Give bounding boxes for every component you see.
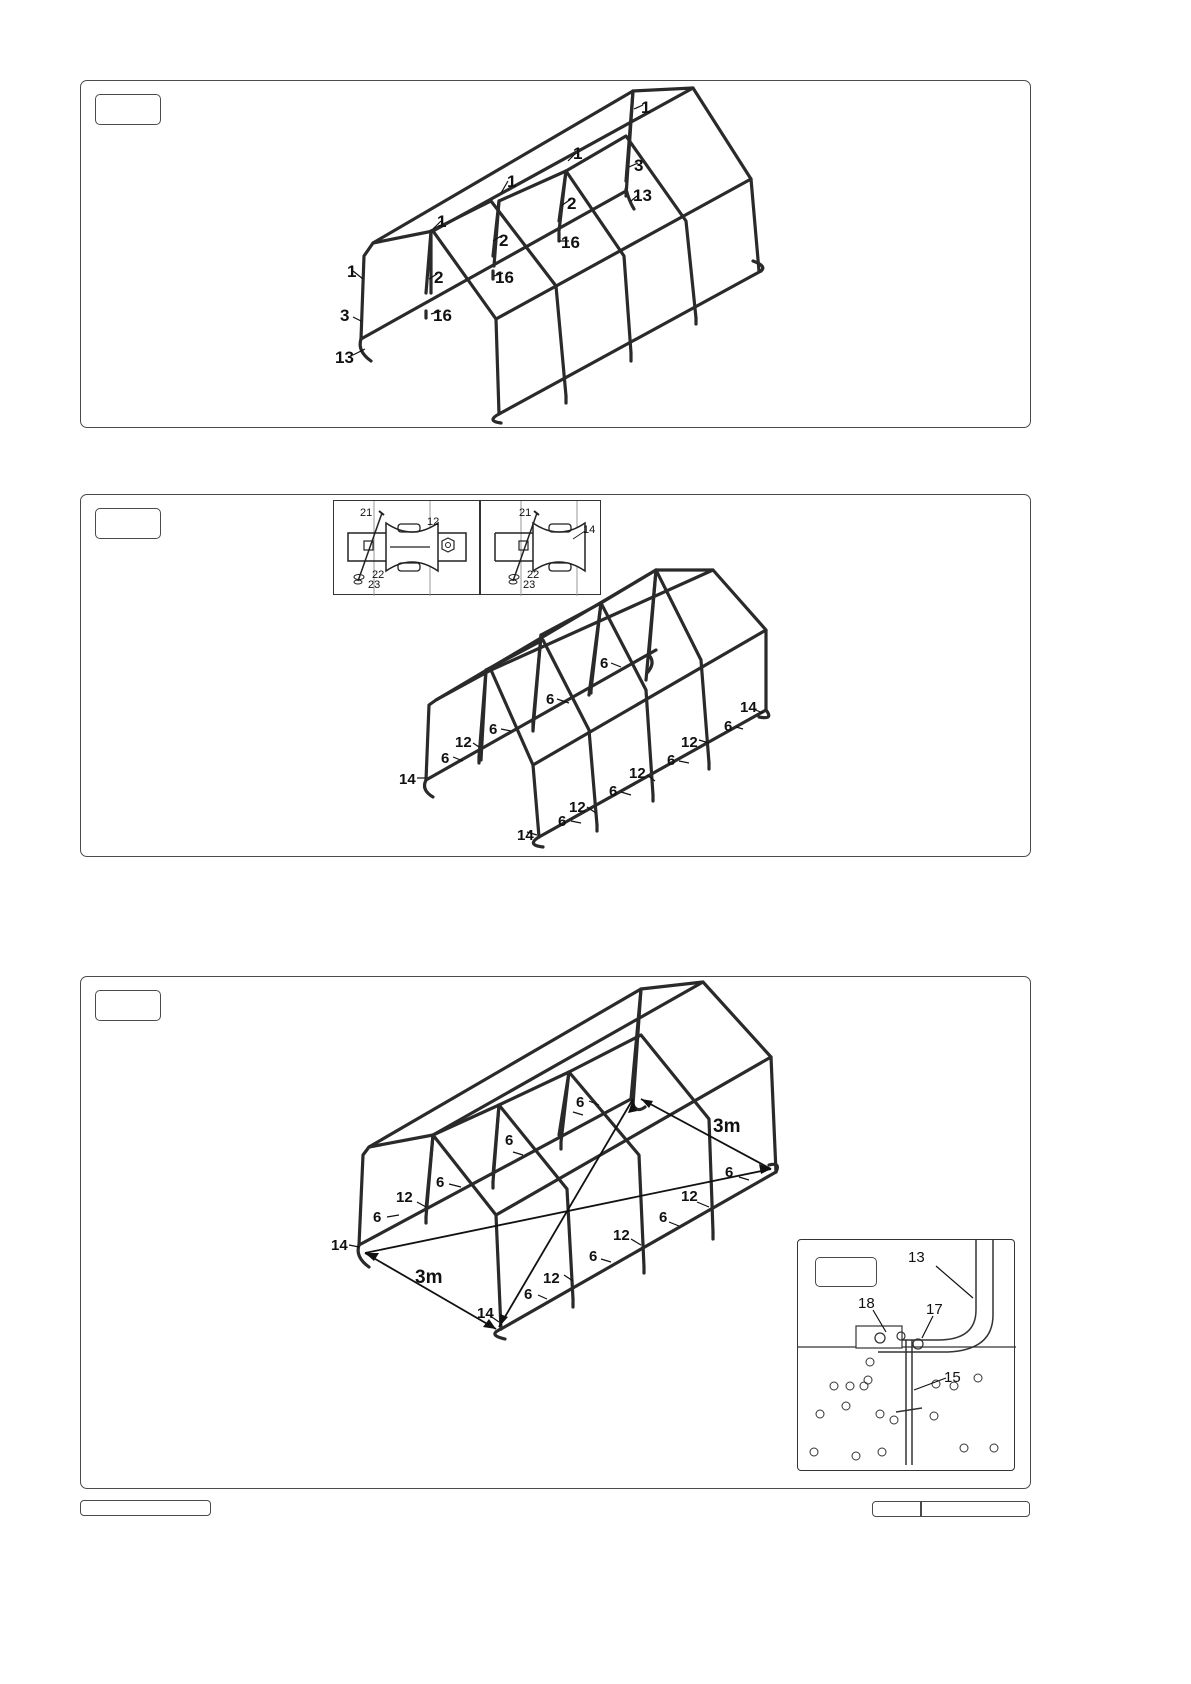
diagonal-distance-label: 3m (415, 1267, 443, 1288)
part-label: 12 (455, 734, 472, 751)
ground-anchor-detail (797, 1239, 1015, 1471)
part-label: 12 (543, 1270, 560, 1287)
footer-left-box (80, 1500, 211, 1516)
part-label: 6 (489, 721, 498, 738)
part-label: 14 (583, 524, 596, 536)
figure-number-box (95, 508, 161, 539)
part-label: 16 (433, 306, 452, 325)
part-label: 12 (681, 734, 698, 751)
diagonal-distance-label: 3m (713, 1116, 741, 1137)
figure-1-panel (80, 80, 1031, 428)
part-label: 3 (340, 306, 350, 325)
figure-2-part-labels (399, 655, 757, 844)
part-label: 6 (558, 813, 567, 830)
part-label: 1 (437, 212, 447, 231)
part-label: 12 (427, 516, 440, 528)
part-label: 6 (576, 1094, 585, 1111)
part-label: 6 (441, 750, 450, 767)
part-label: 6 (546, 691, 555, 708)
figure-2-leaders (417, 663, 763, 835)
part-label: 18 (858, 1295, 875, 1312)
part-label: 22 (527, 569, 540, 581)
connector-14-detail (481, 501, 602, 596)
footer-divider (920, 1502, 922, 1516)
part-label: 1 (573, 144, 583, 163)
connector-detail-inset-left (333, 500, 480, 595)
frame-structure (425, 570, 769, 847)
part-label: 12 (613, 1227, 630, 1244)
part-label: 13 (908, 1249, 925, 1266)
connector-detail-inset-right (480, 500, 601, 595)
part-label: 6 (600, 655, 609, 672)
part-label: 1 (641, 98, 651, 117)
footer-right-box (872, 1501, 1030, 1517)
figure-2-panel (80, 494, 1031, 857)
part-label: 6 (609, 783, 618, 800)
part-label: 16 (495, 268, 514, 287)
frame-assembly-drawing-1 (81, 81, 1032, 429)
part-label: 6 (505, 1132, 514, 1149)
part-label: 2 (499, 231, 509, 250)
part-label: 6 (373, 1209, 382, 1226)
part-label: 23 (523, 579, 536, 591)
part-label: 12 (569, 799, 586, 816)
part-label: 13 (633, 186, 652, 205)
part-label: 12 (629, 765, 646, 782)
part-label: 13 (335, 348, 354, 367)
part-label: 3 (634, 156, 644, 175)
anchor-stake-drawing (798, 1240, 1016, 1472)
part-label: 14 (517, 827, 534, 844)
part-label: 6 (659, 1209, 668, 1226)
part-label: 2 (567, 194, 577, 213)
connector-12-detail (334, 501, 481, 596)
figure-3-leaders (349, 1101, 749, 1322)
part-label: 16 (561, 233, 580, 252)
frame-structure (360, 88, 763, 423)
part-label: 22 (372, 569, 385, 581)
part-label: 23 (368, 579, 381, 591)
part-label: 6 (436, 1174, 445, 1191)
part-label: 2 (434, 268, 444, 287)
part-label: 6 (667, 752, 676, 769)
part-label: 21 (519, 507, 532, 519)
part-label: 6 (724, 718, 733, 735)
part-label: 21 (360, 507, 373, 519)
part-label: 6 (524, 1286, 533, 1303)
part-label: 1 (347, 262, 357, 281)
part-label: 17 (926, 1301, 943, 1318)
figure-3-panel (80, 976, 1031, 1489)
part-label: 12 (396, 1189, 413, 1206)
part-label: 14 (740, 699, 757, 716)
part-label: 6 (589, 1248, 598, 1265)
part-label: 14 (399, 771, 416, 788)
figure-3-part-labels (331, 1094, 740, 1322)
part-label: 14 (477, 1305, 494, 1322)
part-label: 1 (507, 172, 517, 191)
part-label: 14 (331, 1237, 348, 1254)
part-label: 12 (681, 1188, 698, 1205)
part-label: 6 (725, 1164, 734, 1181)
part-label: 15 (944, 1369, 961, 1386)
